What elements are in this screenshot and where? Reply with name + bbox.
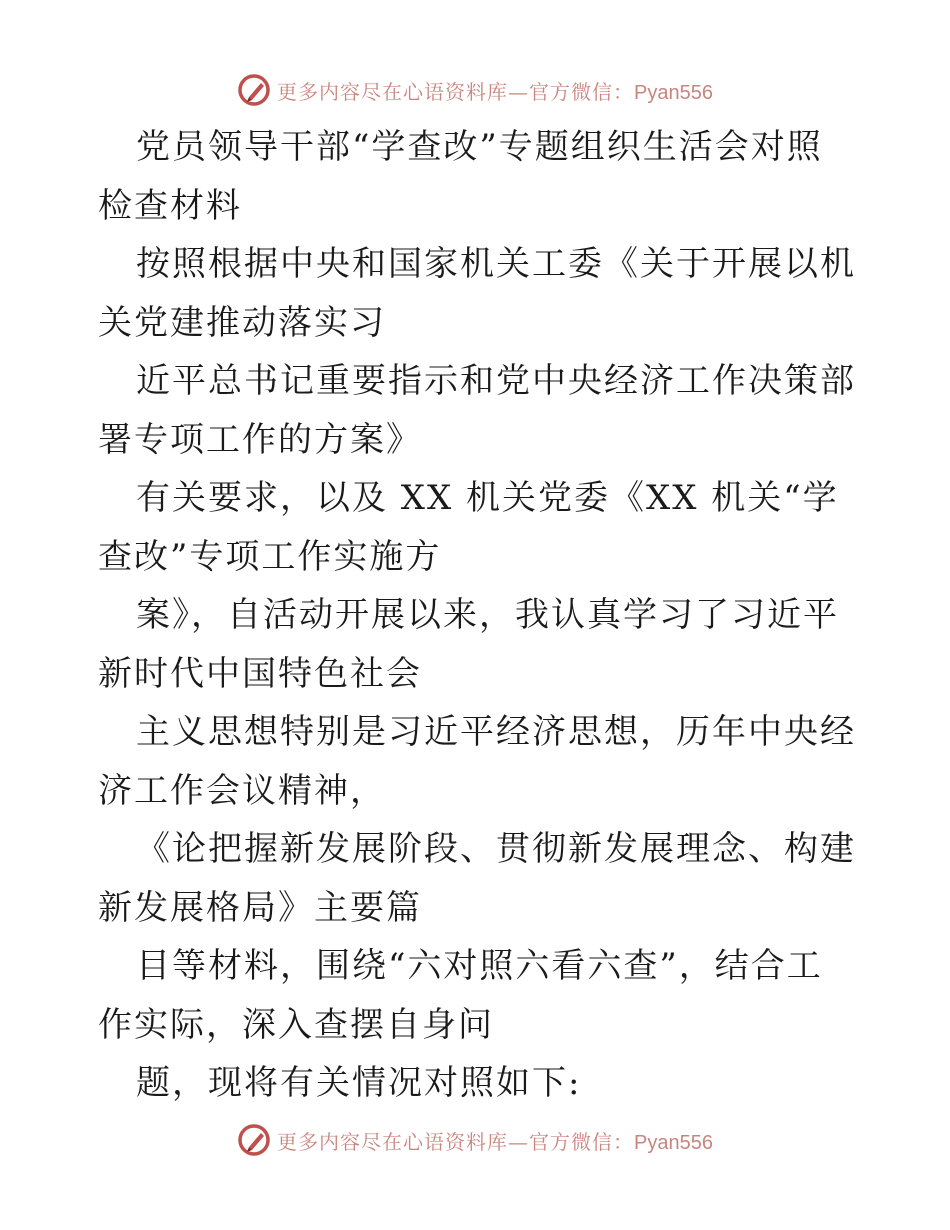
header-watermark xyxy=(0,70,950,110)
paragraph: 题，现将有关情况对照如下: xyxy=(136,1063,582,1103)
paragraph: 目等材料，围绕“六对照六看六查”，结合工作实际，深入查摆自身问 xyxy=(98,946,823,1045)
paragraph: 按照根据中央和国家机关工委《关于开展以机关党建推动落实习 xyxy=(98,244,856,343)
pen-logo-icon xyxy=(237,1123,271,1157)
document-body xyxy=(98,118,858,1113)
pen-logo-icon xyxy=(237,73,271,107)
paragraph: 《论把握新发展阶段、贯彻新发展理念、构建新发展格局》主要篇 xyxy=(98,829,856,928)
watermark-wechat-id: Pyan556 xyxy=(634,1131,713,1154)
paragraph: 案》，自活动开展以来，我认真学习了习近平新时代中国特色社会 xyxy=(98,595,839,694)
watermark-wechat-id: Pyan556 xyxy=(634,81,713,104)
paragraph: 有关要求，以及 XX 机关党委《XX 机关“学查改”专项工作实施方 xyxy=(98,478,839,577)
paragraph-title: 党员领导干部“学查改”专题组织生活会对照检查材料 xyxy=(98,127,823,226)
paragraph: 主义思想特别是习近平经济思想，历年中央经济工作会议精神， xyxy=(98,712,856,811)
paragraph: 近平总书记重要指示和党中央经济工作决策部署专项工作的方案》 xyxy=(98,361,856,460)
watermark-text: 更多内容尽在心语资料库—官方微信：Pyan556 xyxy=(277,1129,713,1154)
watermark-text: 更多内容尽在心语资料库—官方微信：Pyan556 xyxy=(277,79,713,104)
footer-watermark xyxy=(0,1120,950,1160)
